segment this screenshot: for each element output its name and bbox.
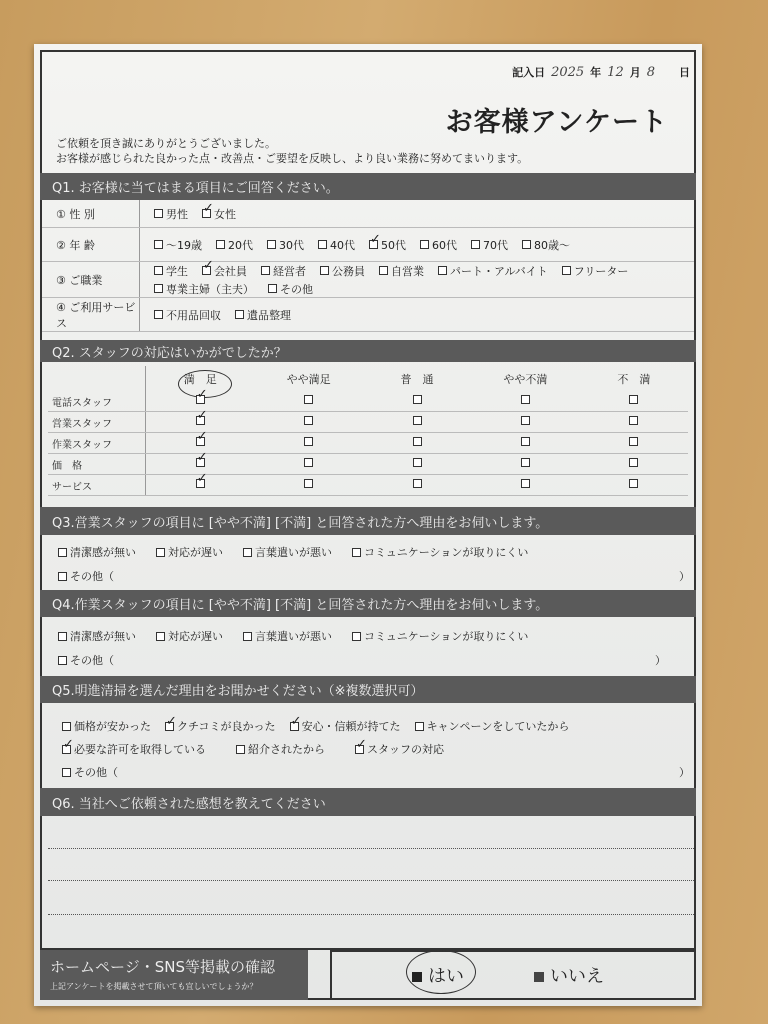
checkbox[interactable] [413, 458, 422, 467]
rating-cell [471, 437, 579, 449]
option-label: キャンペーンをしていたから [426, 720, 570, 733]
option-item[interactable] [243, 628, 332, 644]
checkbox[interactable] [58, 548, 67, 557]
intro-line: お客様が感じられた良かった点・改善点・ご要望を反映し、より良い業務に努めてまいります。 [56, 152, 529, 165]
option-item[interactable] [154, 307, 221, 323]
rating-cell [471, 458, 579, 470]
checkbox[interactable] [562, 266, 571, 275]
option-item[interactable] [290, 718, 401, 734]
consent-subtitle: 上記アンケートを掲載させて頂いても宜しいでしょうか？ [50, 982, 258, 991]
checkbox[interactable] [413, 479, 422, 488]
column-header: 満 足 [183, 372, 217, 386]
row-label: ③ ご職業 [42, 262, 140, 297]
option-item[interactable] [154, 206, 188, 222]
grid-row [48, 433, 688, 454]
checkbox[interactable] [196, 458, 205, 467]
rating-cell [254, 437, 362, 449]
option-item[interactable] [562, 263, 629, 279]
rating-cell [254, 479, 362, 491]
checkbox[interactable] [521, 395, 530, 404]
option-label: 対応が遅い [168, 630, 223, 643]
option-label: 男性 [166, 207, 188, 221]
checkbox[interactable] [629, 479, 638, 488]
checkbox[interactable] [320, 266, 329, 275]
checkbox[interactable] [58, 632, 67, 641]
option-label: その他 [280, 282, 313, 296]
checkbox[interactable] [318, 240, 327, 249]
rating-cell [363, 437, 471, 449]
option-label: 40代 [330, 238, 355, 252]
option-label: 会社員 [214, 264, 247, 278]
row-label: 価 格 [48, 454, 146, 474]
q5-options-row1 [62, 718, 688, 734]
checkbox[interactable] [413, 437, 422, 446]
option-item[interactable] [236, 741, 325, 757]
checkbox[interactable] [236, 745, 245, 754]
checkbox[interactable] [413, 416, 422, 425]
row-options [140, 261, 694, 299]
option-label: 公務員 [332, 264, 365, 278]
checkbox[interactable] [521, 479, 530, 488]
day-unit: 日 [679, 66, 690, 79]
date-label: 記入日 [512, 66, 546, 79]
option-item[interactable] [235, 307, 291, 323]
checkbox[interactable] [355, 745, 364, 754]
no-label: いいえ [550, 966, 604, 987]
option-label: 30代 [279, 238, 304, 252]
q4-header: Q4.作業スタッフの項目に [やや不満] [不満] と回答された方へ理由をお伺いします。 [40, 590, 696, 617]
option-label: 経営者 [273, 264, 306, 278]
option-item[interactable] [352, 544, 528, 560]
close-paren: ） [679, 570, 690, 583]
option-item[interactable] [522, 237, 570, 253]
checkbox[interactable] [154, 240, 163, 249]
option-label: 対応が遅い [168, 546, 223, 559]
checkbox[interactable] [243, 632, 252, 641]
option-label: 清潔感が無い [70, 546, 136, 559]
consent-label [40, 950, 308, 1000]
checkbox[interactable] [522, 240, 531, 249]
option-item[interactable] [267, 237, 304, 253]
q1-row [42, 200, 694, 228]
q3-options [58, 544, 688, 560]
rating-cell [254, 395, 362, 407]
q4-other[interactable] [58, 652, 688, 668]
answer-line[interactable] [48, 914, 694, 915]
row-label: ① 性 別 [42, 200, 140, 227]
checkbox[interactable] [521, 416, 530, 425]
checkbox[interactable] [156, 632, 165, 641]
option-label: 清潔感が無い [70, 630, 136, 643]
checkbox[interactable] [235, 310, 244, 319]
option-item[interactable] [165, 718, 276, 734]
option-item[interactable] [156, 544, 223, 560]
month-unit: 月 [629, 66, 641, 79]
option-label: その他（ [70, 654, 114, 667]
checkbox[interactable] [156, 548, 165, 557]
option-label: コミュニケーションが取りにくい [364, 546, 529, 559]
consent-title: ホームページ・SNS等掲載の確認 [50, 958, 275, 976]
checkbox[interactable] [62, 768, 71, 777]
checkbox[interactable] [629, 395, 638, 404]
checkbox[interactable] [471, 240, 480, 249]
year-unit: 年 [590, 66, 602, 79]
option-label: 紹介されたから [248, 743, 325, 756]
rating-cell [146, 458, 254, 470]
row-label: 営業スタッフ [48, 412, 146, 432]
checkbox[interactable] [379, 266, 388, 275]
rating-cell [146, 437, 254, 449]
option-label: 不用品回収 [166, 308, 221, 322]
checkbox[interactable] [154, 209, 163, 218]
option-label: パート・アルバイト [450, 264, 548, 278]
rating-cell [580, 395, 688, 407]
option-item[interactable] [369, 237, 406, 253]
option-item[interactable] [202, 263, 247, 279]
option-label: 70代 [483, 238, 508, 252]
option-label: 言葉遣いが悪い [255, 546, 332, 559]
option-label: 言葉遣いが悪い [255, 630, 332, 643]
consent-yes[interactable] [412, 962, 464, 988]
option-label: クチコミが良かった [177, 720, 276, 733]
option-item[interactable] [438, 263, 548, 279]
answer-line[interactable] [48, 880, 694, 881]
checkbox[interactable] [154, 266, 163, 275]
row-label: ② 年 齢 [42, 228, 140, 261]
option-item[interactable] [154, 263, 188, 279]
checkbox[interactable] [304, 416, 313, 425]
handwritten-circle [406, 950, 476, 994]
checkbox[interactable] [196, 437, 205, 446]
q1-row [42, 228, 694, 262]
checkbox[interactable] [196, 395, 205, 404]
checkbox[interactable] [438, 266, 447, 275]
checkbox[interactable] [196, 479, 205, 488]
q1-table [42, 200, 694, 332]
checkbox[interactable] [304, 458, 313, 467]
checkbox[interactable] [352, 548, 361, 557]
q3-other[interactable] [58, 568, 688, 584]
option-label: その他（ [70, 570, 114, 583]
row-label: ④ ご利用サービス [42, 298, 140, 331]
rating-cell [471, 479, 579, 491]
checkbox[interactable] [165, 722, 174, 731]
option-item[interactable] [268, 281, 313, 297]
option-item[interactable] [318, 237, 355, 253]
grid-row [48, 454, 688, 475]
checkbox[interactable] [202, 209, 211, 218]
option-label: 専業主婦（主夫） [166, 282, 254, 296]
option-item[interactable] [62, 741, 206, 757]
checkbox[interactable] [154, 310, 163, 319]
option-label: 20代 [228, 238, 253, 252]
option-label: 価格が安かった [74, 720, 151, 733]
rating-cell [363, 458, 471, 470]
answer-line[interactable] [48, 848, 694, 849]
option-item[interactable] [261, 263, 306, 279]
q5-options-row2 [62, 741, 688, 757]
row-label: 電話スタッフ [48, 391, 146, 411]
checkbox[interactable] [629, 416, 638, 425]
q1-header: Q1. お客様に当てはまる項目にご回答ください。 [40, 173, 696, 200]
row-options [140, 305, 694, 325]
row-label: サービス [48, 475, 146, 495]
date-year: 2025 [551, 65, 585, 80]
q3-header: Q3.営業スタッフの項目に [やや不満] [不満] と回答された方へ理由をお伺いします。 [40, 507, 696, 535]
close-paren: ） [679, 766, 690, 779]
option-label: ～19歳 [166, 238, 202, 252]
option-item[interactable] [420, 237, 457, 253]
option-item[interactable] [58, 544, 136, 560]
option-item[interactable] [216, 237, 253, 253]
option-item[interactable] [415, 718, 570, 734]
checkbox[interactable] [58, 656, 67, 665]
option-label: フリーター [573, 264, 629, 278]
option-item[interactable] [156, 628, 223, 644]
column-header: やや満足 [286, 372, 331, 386]
option-item[interactable] [58, 628, 136, 644]
publication-consent [40, 948, 696, 1000]
checkbox[interactable] [62, 722, 71, 731]
checkbox[interactable] [304, 479, 313, 488]
form-title: お客様アンケート [445, 107, 668, 138]
checkbox[interactable] [202, 266, 211, 275]
intro-line: ご依頼を頂き誠にありがとうございました。 [56, 137, 276, 150]
grid-row [48, 475, 688, 496]
intro-text [56, 136, 528, 166]
checkbox[interactable] [196, 416, 205, 425]
rating-cell [580, 458, 688, 470]
rating-cell [580, 437, 688, 449]
close-paren: ） [655, 654, 666, 667]
option-label: 必要な許可を取得している [74, 743, 206, 756]
checkbox[interactable] [154, 284, 163, 293]
checkbox[interactable] [62, 745, 71, 754]
column-header: やや不満 [503, 372, 548, 386]
rating-cell [146, 395, 254, 407]
rating-cell [146, 416, 254, 428]
row-options [140, 235, 694, 255]
survey-sheet [34, 44, 702, 1006]
checkbox[interactable] [420, 240, 429, 249]
date-day: 8 [646, 65, 655, 80]
checkbox[interactable] [304, 395, 313, 404]
rating-cell [254, 416, 362, 428]
rating-cell [471, 416, 579, 428]
checkbox[interactable] [352, 632, 361, 641]
rating-cell [471, 395, 579, 407]
option-label: コミュニケーションが取りにくい [364, 630, 529, 643]
date-month: 12 [607, 65, 624, 80]
entry-date [512, 64, 690, 80]
checkbox[interactable] [290, 722, 299, 731]
grid-corner [48, 366, 146, 391]
option-item[interactable] [355, 741, 444, 757]
rating-cell [363, 416, 471, 428]
option-label: 60代 [432, 238, 457, 252]
option-item[interactable] [471, 237, 508, 253]
option-label: 女性 [214, 207, 236, 221]
q1-row [42, 262, 694, 298]
q2-rating-grid [48, 366, 688, 496]
checkbox[interactable] [369, 240, 378, 249]
option-item[interactable] [243, 544, 332, 560]
option-item[interactable] [379, 263, 424, 279]
option-item[interactable] [320, 263, 365, 279]
consent-options [330, 950, 696, 1000]
option-label: その他（ [74, 766, 118, 779]
checkbox[interactable] [216, 240, 225, 249]
checkbox[interactable] [267, 240, 276, 249]
square-icon [534, 972, 544, 982]
column-header: 不 満 [617, 372, 651, 386]
rating-cell [146, 479, 254, 491]
column-header: 普 通 [400, 372, 434, 386]
checkbox[interactable] [261, 266, 270, 275]
checkbox[interactable] [629, 437, 638, 446]
consent-no[interactable] [534, 962, 604, 988]
q4-options [58, 628, 688, 644]
checkbox[interactable] [58, 572, 67, 581]
checkbox[interactable] [268, 284, 277, 293]
option-item[interactable] [202, 206, 236, 222]
option-item[interactable] [62, 718, 151, 734]
q5-header: Q5.明進清掃を選んだ理由をお聞かせください（※複数選択可） [40, 676, 696, 703]
q6-header: Q6. 当社へご依頼された感想を教えてください [40, 788, 696, 816]
q5-other[interactable] [62, 764, 688, 780]
option-label: 学生 [166, 264, 188, 278]
option-label: 安心・信頼が持てた [301, 720, 401, 733]
checkbox[interactable] [521, 458, 530, 467]
row-label: 作業スタッフ [48, 433, 146, 453]
option-label: 自営業 [391, 264, 424, 278]
option-label: 50代 [381, 238, 406, 252]
q2-header: Q2. スタッフの対応はいかがでしたか？ [40, 340, 696, 362]
q1-row [42, 298, 694, 332]
checkbox[interactable] [415, 722, 424, 731]
rating-cell [580, 479, 688, 491]
rating-cell [363, 395, 471, 407]
checkbox[interactable] [629, 458, 638, 467]
option-label: スタッフの対応 [367, 743, 444, 756]
checkbox[interactable] [413, 395, 422, 404]
rating-cell [580, 416, 688, 428]
rating-cell [254, 458, 362, 470]
grid-header [48, 366, 688, 391]
row-options [140, 204, 694, 224]
checkbox[interactable] [521, 437, 530, 446]
option-item[interactable] [352, 628, 528, 644]
grid-row [48, 391, 688, 412]
option-item[interactable] [154, 237, 202, 253]
yes-label: はい [428, 966, 464, 987]
checkbox[interactable] [243, 548, 252, 557]
rating-cell [363, 479, 471, 491]
checkbox[interactable] [304, 437, 313, 446]
option-label: 80歳～ [534, 238, 570, 252]
grid-row [48, 412, 688, 433]
option-label: 遺品整理 [247, 308, 291, 322]
option-item[interactable] [154, 281, 254, 297]
